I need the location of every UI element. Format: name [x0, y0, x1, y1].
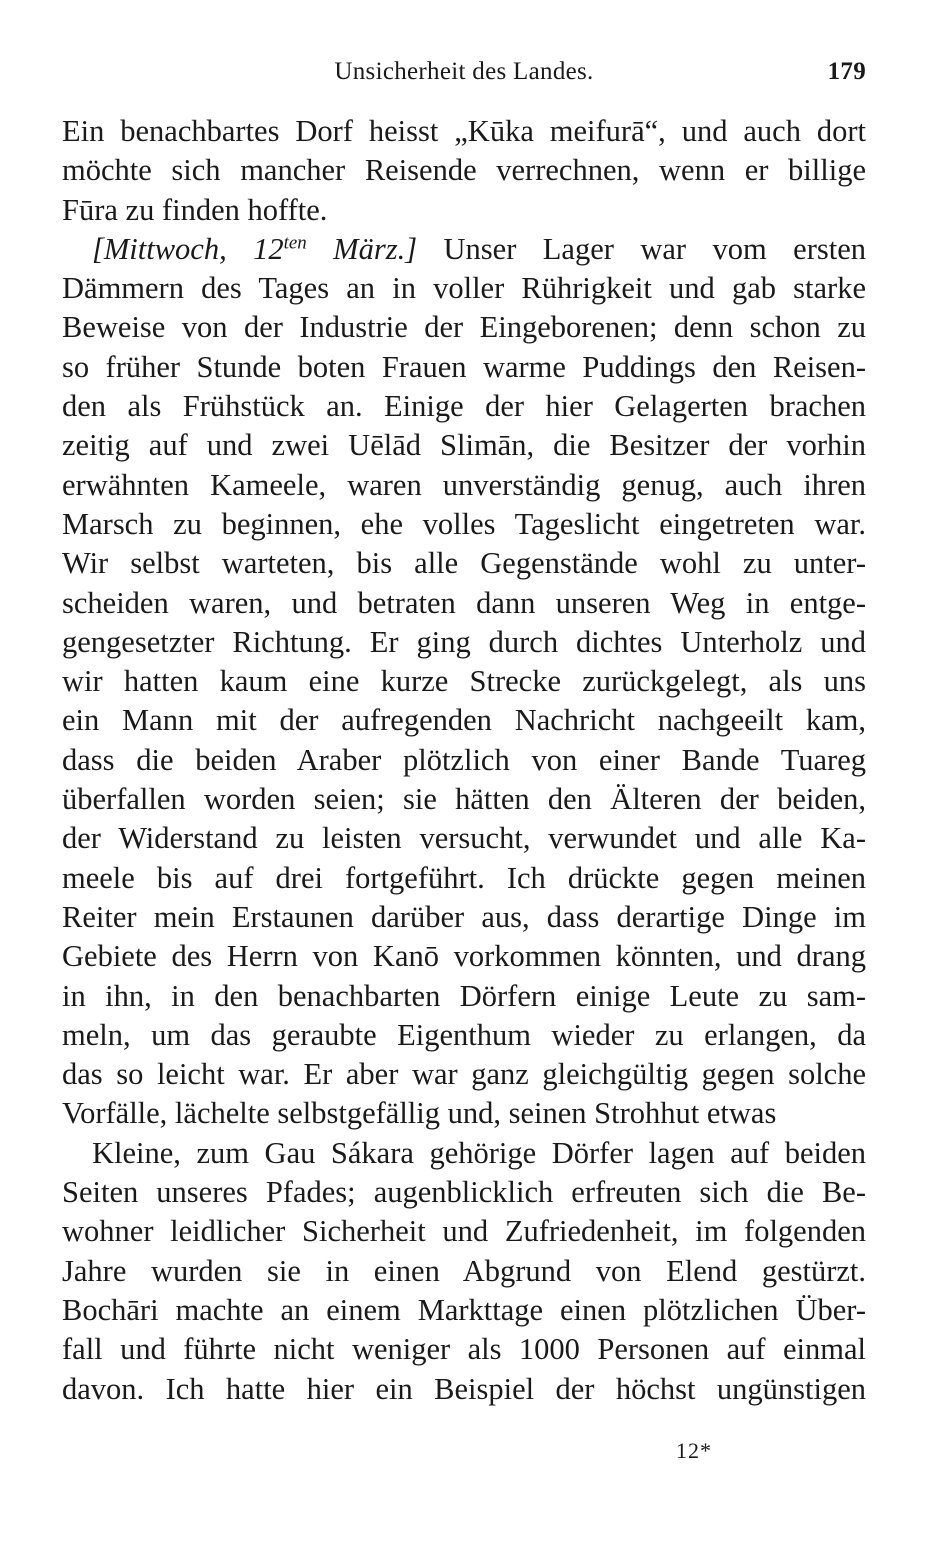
date-prefix: [Mittwoch, 12 — [92, 231, 284, 266]
text-line: Marsch zu beginnen, ehe volles Tageslicht eingetreten war. — [62, 506, 866, 541]
signature-mark: 12* — [676, 1438, 712, 1463]
date-suffix: März.] — [306, 231, 418, 266]
first-line-rest: Unser Lager war vom ersten — [417, 231, 866, 266]
text-line: ein Mann mit der aufregenden Nachricht nachgeeilt kam, — [62, 703, 866, 738]
text-line: Wir selbst warteten, bis alle Gegenstände wohl zu unter- — [62, 546, 866, 581]
text-line: fall und führte nicht weniger als 1000 Personen auf einmal — [62, 1332, 866, 1367]
text-line: Ein benachbartes Dorf heisst „Kūka meifurā“, und auch dort — [62, 114, 866, 148]
page-number: 179 — [827, 58, 866, 85]
text-line: überfallen worden seien; sie hätten den Älteren der beiden, — [62, 782, 866, 817]
text-line: dass die beiden Araber plötzlich von einer Bande Tuareg — [62, 742, 866, 777]
text-line: möchte sich mancher Reisende verrechnen, wenn er billige — [62, 153, 866, 188]
text-line: wohner leidlicher Sicherheit und Zufriedenheit, im folgenden — [62, 1214, 866, 1249]
text-line: erwähnten Kameele, waren unverständig genug, auch ihren — [62, 467, 866, 502]
text-line: Seiten unseres Pfades; augenblicklich erfreuten sich die Be- — [62, 1175, 866, 1210]
text-line: so früher Stunde boten Frauen warme Puddings den Reisen- — [62, 349, 866, 384]
running-title: Unsicherheit des Landes. — [334, 58, 594, 85]
text-line: Reiter mein Erstaunen darüber aus, dass derartige Dinge im — [62, 899, 866, 934]
text-line: der Widerstand zu leisten versucht, verwundet und alle Ka- — [62, 821, 866, 856]
text-line: Bochāri machte an einem Markttage einen plötzlichen Über- — [62, 1292, 866, 1327]
text-line: zeitig auf und zwei Uēlād Slimān, die Besitzer der vorhin — [62, 428, 866, 463]
text-line: meele bis auf drei fortgeführt. Ich drückte gegen meinen — [62, 860, 866, 895]
text-line: Gebiete des Herrn von Kanō vorkommen könnten, und drang — [62, 939, 866, 974]
text-line: das so leicht war. Er aber war ganz gleichgültig gegen solche — [62, 1057, 866, 1092]
text-line-dated — [62, 230, 866, 269]
text-line: davon. Ich hatte hier ein Beispiel der höchst ungünstigen — [62, 1371, 866, 1406]
text-line: Kleine, zum Gau Sákara gehörige Dörfer lagen auf beiden — [92, 1135, 866, 1170]
text-line: in ihn, in den benachbarten Dörfern einige Leute zu sam- — [62, 978, 866, 1013]
date-superscript: ten — [283, 232, 307, 254]
text-line: Fūra zu finden hoffte. — [62, 192, 328, 227]
running-head — [62, 58, 866, 92]
body-text — [62, 112, 866, 1409]
text-line: Jahre wurden sie in einen Abgrund von Elend gestürzt. — [62, 1253, 866, 1288]
text-line: gengesetzter Richtung. Er ging durch dichtes Unterholz und — [62, 624, 866, 659]
text-line: Dämmern des Tages an in voller Rührigkeit und gab starke — [62, 271, 866, 306]
text-line: scheiden waren, und betraten dann unseren Weg in entge- — [62, 585, 866, 620]
text-line: Vorfälle, lächelte selbstgefällig und, seinen Strohhut etwas — [62, 1096, 777, 1131]
text-line: meln, um das geraubte Eigenthum wieder zu erlangen, da — [62, 1017, 866, 1052]
text-line: Beweise von der Industrie der Eingeborenen; denn schon zu — [62, 310, 866, 345]
text-line: wir hatten kaum eine kurze Strecke zurückgelegt, als uns — [62, 664, 866, 699]
text-line: den als Frühstück an. Einige der hier Gelagerten brachen — [62, 389, 866, 424]
